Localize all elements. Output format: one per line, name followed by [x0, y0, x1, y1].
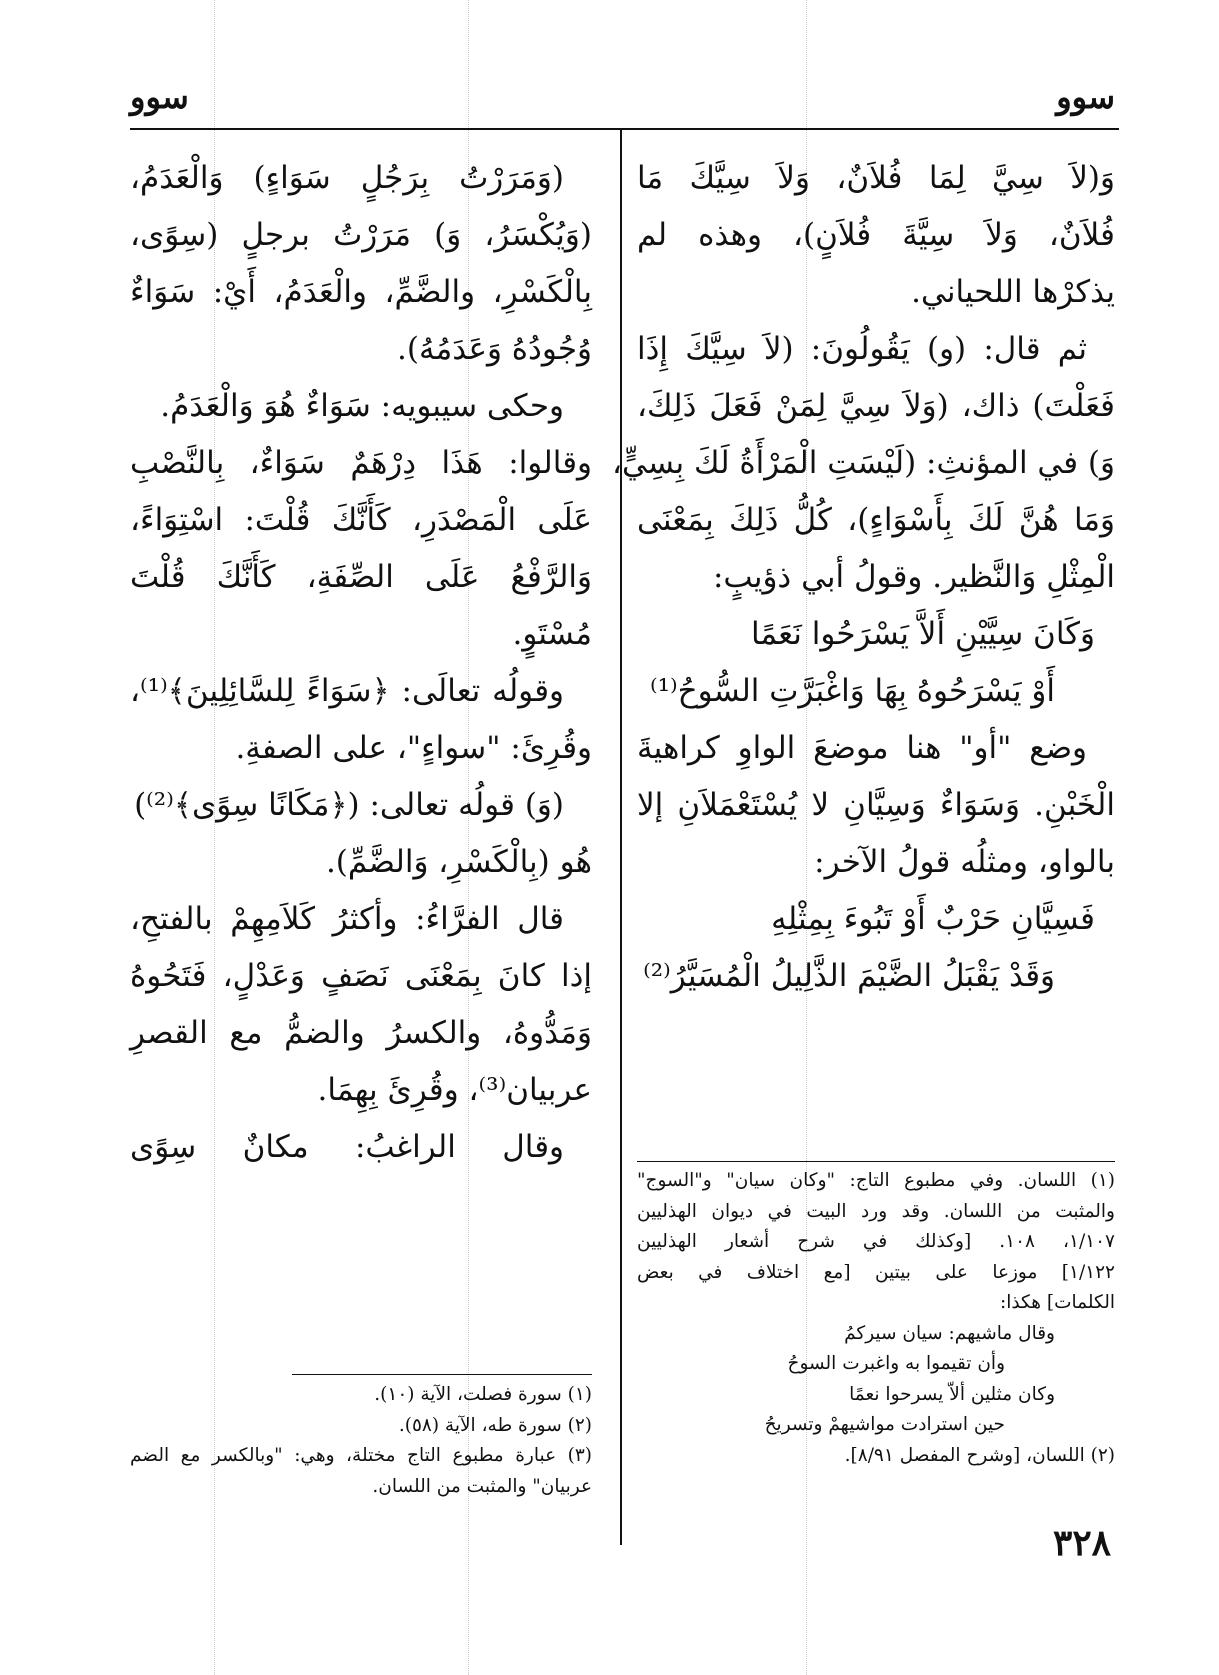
text-line: مُسْتَوٍ. — [512, 616, 592, 652]
text-line: وَ(لاَ سِيَّ لِمَا فُلاَنٌ، وَلاَ سِيَّكَ مَا — [637, 160, 1115, 196]
text-line: وحكى سيبويه: سَوَاءٌ هُوَ وَالْعَدَمُ. — [160, 388, 564, 424]
verse-line: وَقَدْ يَقْبَلُ الضَّيْمَ الذَّلِيلُ الْمُسَيَّرُ⁽²⁾ — [643, 958, 1055, 994]
footnote-line: عربيان" والمثبت من اللسان. — [372, 1475, 592, 1497]
text-line: قال الفرَّاءُ: وأكثرُ كَلاَمِهِمْ بالفتحِ، — [130, 901, 564, 937]
text-line: فَعَلْتَ) ذاك، (وَلاَ سِيَّ لِمَنْ فَعَلَ ذَلِكَ، — [637, 388, 1115, 424]
text-line: إذا كانَ بِمَعْنَى نَصَفٍ وَعَدْلٍ، فَتَحُوهُ — [130, 958, 592, 994]
footnote-verse: وكان مثلين ألاّ يسرحوا نعمًا — [849, 1383, 1055, 1405]
page-number: ٣٢٨ — [1052, 1522, 1111, 1564]
left-column — [130, 150, 592, 1176]
text-line: يذكرْها اللحياني. — [911, 274, 1115, 310]
header-rule — [130, 128, 1119, 130]
verse-line: وَكَانَ سِيَّيْنِ أَلاَّ يَسْرَحُوا نَعَمًا — [750, 616, 1095, 652]
text-line: فُلاَنٌ، وَلاَ سِيَّةَ فُلاَنٍ)، وهذه لم — [637, 217, 1115, 253]
verse-line: فَسِيَّانِ حَرْبٌ أَوْ تَبُوءَ بِمِثْلِهِ — [771, 901, 1095, 937]
footnote-verse: وأن تقيموا به واغبرت السوحُ — [787, 1353, 1005, 1374]
text-line: وقولُه تعالَى: ﴿سَوَاءً لِلسَّائِلِينَ﴾⁽¹⁾، — [130, 673, 564, 709]
text-line: (وَمَرَرْتُ بِرَجُلٍ سَوَاءٍ) وَالْعَدَمُ، — [130, 160, 564, 196]
footnote-line: (١) سورة فصلت، الآية (١٠). — [374, 1384, 592, 1405]
footnote-line: ١/١٠٧، ١٠٨. [وكذلك في شرح أشعار الهذليين — [637, 1231, 1115, 1252]
text-line: هُو (بِالْكَسْرِ، وَالضَّمِّ). — [325, 844, 592, 880]
footnote-line: والمثبت من اللسان. وقد ورد البيت في ديوان الهذليين — [637, 1200, 1115, 1222]
footnote-rule — [292, 1374, 592, 1375]
footnote-rule — [637, 1161, 1115, 1162]
footnotes-right — [637, 1166, 1115, 1471]
footnote-verse: وقال ماشيهم: سيان سيركمُ — [844, 1322, 1055, 1344]
running-header-left: سوو — [130, 78, 189, 116]
footnotes-left — [130, 1380, 592, 1502]
column-divider — [620, 130, 622, 1545]
text-line: (وَيُكْسَرُ، وَ) مَرَرْتُ برجلٍ (سِوًى، — [130, 217, 592, 253]
text-line: وَمَدُّوهُ، والكسرُ والضمُّ مع القصرِ — [130, 1015, 592, 1051]
text-line: ثم قال: (و) يَقُولُونَ: (لاَ سِيَّكَ إِذَا — [637, 331, 1087, 367]
verse-line: أَوْ يَسْرَحُوهُ بِهَا وَاغْبَرَّتِ السُّوحُ⁽¹⁾ — [649, 673, 1055, 709]
text-line: بِالْكَسْرِ، والضَّمِّ، والْعَدَمُ، أَيْ: سَوَاءٌ — [130, 274, 592, 310]
footnote-line: (٣) عبارة مطبوع التاج مختلة، وهي: "وبالكسر مع الضم — [130, 1445, 592, 1466]
right-column — [612, 150, 1115, 1005]
running-header-right: سوو — [1056, 78, 1115, 116]
text-line: الْخَبْنِ. وَسَوَاءٌ وَسِيَّانِ لا يُسْتَعْمَلاَنِ إلا — [637, 787, 1115, 823]
text-line: وَ) في المؤنثِ: (لَيْسَتِ الْمَرْأَةُ لَكَ بِسِيٍّ، — [612, 445, 1115, 481]
text-line: وَالرَّفْعُ عَلَى الصِّفَةِ، كَأَنَّكَ قُلْتَ — [130, 559, 592, 595]
text-line: الْمِثْلِ وَالنَّظير. وقولُ أبي ذؤيبٍ: — [712, 559, 1115, 595]
text-line: وَمَا هُنَّ لَكَ بِأَسْوَاءٍ)، كُلُّ ذَلِكَ بِمَعْنَى — [637, 502, 1115, 538]
text-line: وقال الراغبُ: مكانٌ سِوًى — [130, 1129, 564, 1165]
footnote-line: (١) اللسان. وفي مطبوع التاج: "وكان سيان" و"السوج" — [637, 1170, 1115, 1191]
text-line: وضع "أو" هنا موضعَ الواوِ كراهيةَ — [637, 730, 1087, 766]
text-line: (وَ) قولُه تعالى: (﴿مَكَانًا سِوًى﴾⁽²⁾) — [134, 787, 564, 823]
text-line: وُجُودُهُ وَعَدَمُهُ). — [397, 331, 592, 367]
footnote-line: (٢) سورة طه، الآية (٥٨). — [398, 1414, 592, 1436]
text-line: بالواو، ومثلُه قولُ الآخر: — [814, 844, 1115, 880]
footnote-line: ١/١٢٢] موزعا على بيتين [مع اختلاف في بعض — [637, 1261, 1115, 1283]
footnote-line: (٢) اللسان، [وشرح المفصل ٨/٩١]. — [844, 1444, 1115, 1466]
text-line: عربيان⁽³⁾، وقُرِئَ بِهِمَا. — [317, 1072, 592, 1108]
text-line: عَلَى الْمَصْدَرِ، كَأَنَّكَ قُلْتَ: اسْتِوَاءً، — [130, 502, 592, 538]
footnote-verse: حين استرادت مواشيهمْ وتسريحُ — [764, 1414, 1005, 1435]
text-line: وقالوا: هَذَا دِرْهَمٌ سَوَاءٌ، بِالنَّصْبِ — [130, 445, 592, 481]
text-line: وقُرِئَ: "سواءٍ"، على الصفةِ. — [235, 730, 592, 766]
footnote-line: الكلمات] هكذا: — [999, 1292, 1115, 1313]
